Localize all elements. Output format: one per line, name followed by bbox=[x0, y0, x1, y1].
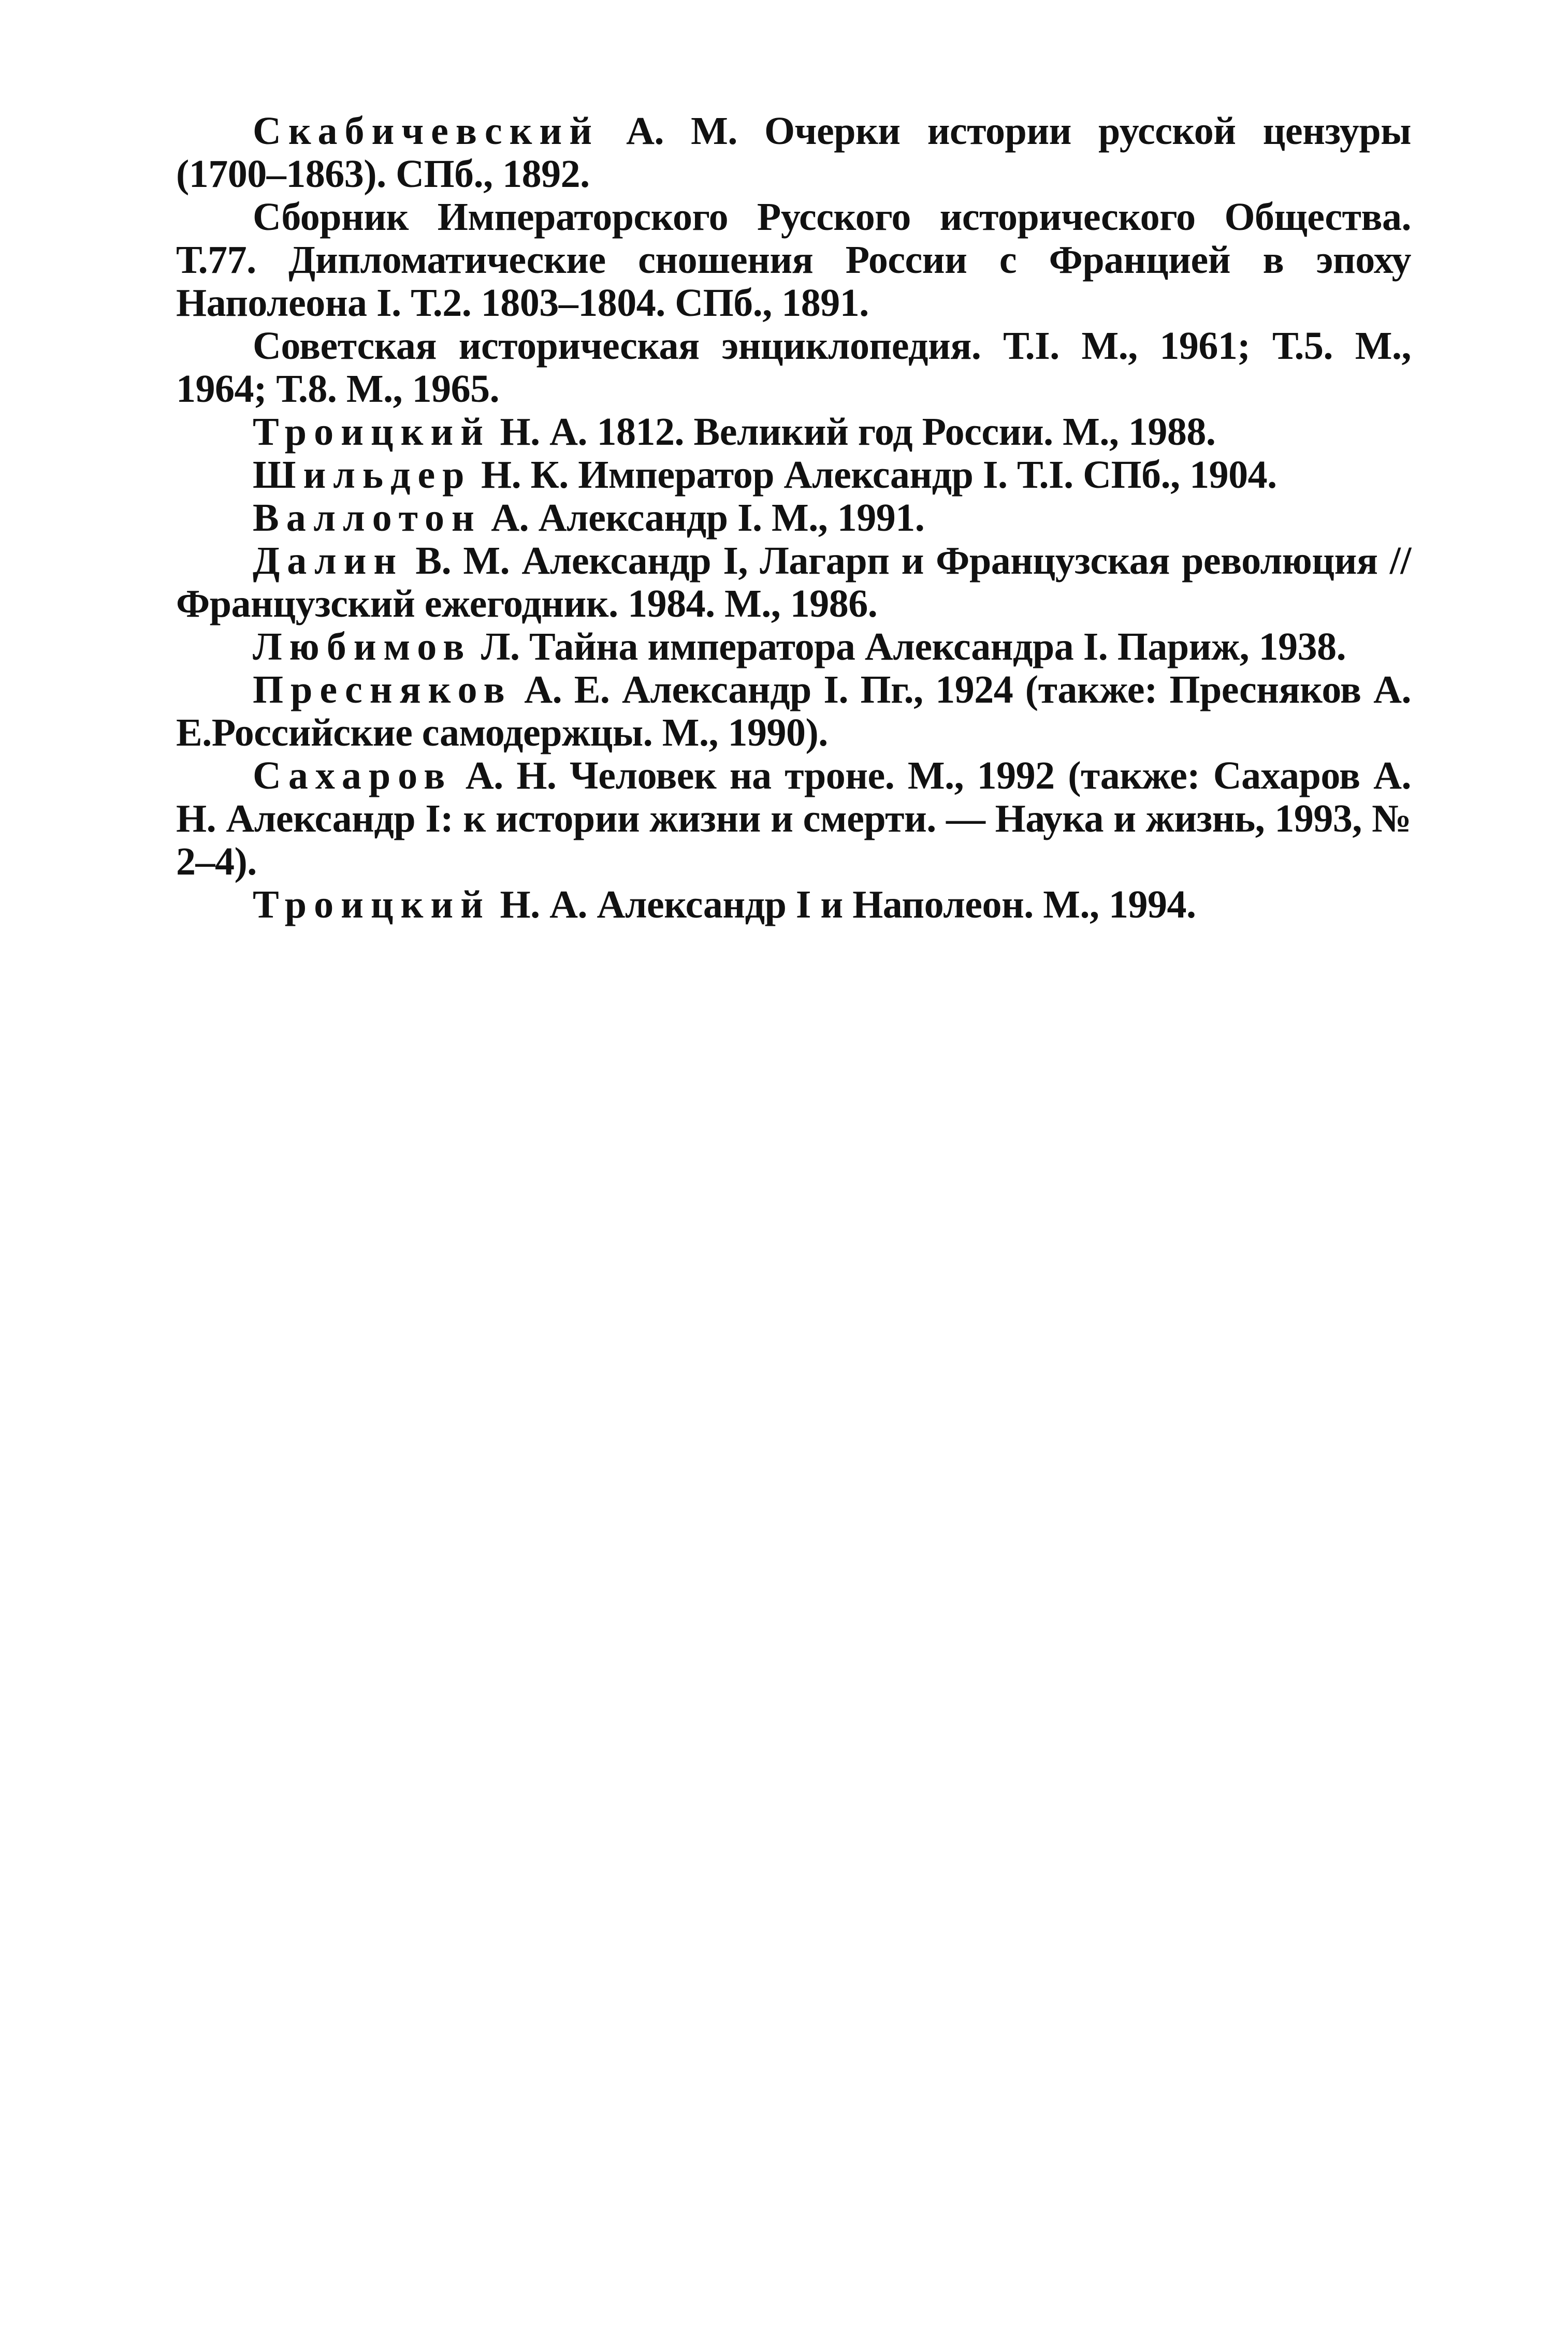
reference-item bbox=[176, 754, 1411, 883]
reference-author: Скабичевский bbox=[253, 109, 599, 153]
reference-item bbox=[176, 196, 1411, 325]
reference-text: А. Александр I. М., 1991. bbox=[481, 496, 925, 540]
reference-author: Далин bbox=[253, 539, 404, 583]
reference-item bbox=[176, 454, 1411, 497]
reference-item bbox=[176, 540, 1411, 625]
reference-author: Валлотон bbox=[253, 496, 482, 540]
bibliography-list bbox=[176, 110, 1411, 926]
reference-text: В. М. Александр I, Лагарп и Французская революция // Французский ежегодник. 1984. М., 1986. bbox=[176, 539, 1411, 625]
reference-text: Н. А. 1812. Великий год России. М., 1988. bbox=[490, 410, 1216, 454]
reference-text: Л. Тайна императора Александра I. Париж, 1938. bbox=[471, 625, 1346, 668]
reference-author: Троицкий bbox=[253, 883, 491, 926]
reference-text: Сборник Императорского Русского исторического Общества. Т.77. Дипломатические сношения России с Францией в эпоху Наполеона I. Т.2. 1803–1804. СПб., 1891. bbox=[176, 195, 1411, 325]
reference-item bbox=[176, 497, 1411, 540]
reference-item bbox=[176, 110, 1411, 196]
reference-author: Любимов bbox=[253, 625, 472, 668]
reference-item bbox=[176, 883, 1411, 926]
reference-author: Пресняков bbox=[253, 668, 512, 711]
reference-text: Советская историческая энциклопедия. Т.I. М., 1961; Т.5. М., 1964; Т.8. М., 1965. bbox=[176, 324, 1411, 411]
reference-text: А. М. Очерки истории русской цензуры (1700–1863). СПб., 1892. bbox=[176, 109, 1411, 196]
reference-text: Н. А. Александр I и Наполеон. М., 1994. bbox=[490, 883, 1196, 926]
reference-text: А. Е. Александр I. Пг., 1924 (также: Пресняков А. Е.Российские самодержцы. М., 1990). bbox=[176, 668, 1411, 754]
reference-author: Троицкий bbox=[253, 410, 491, 454]
reference-item bbox=[176, 625, 1411, 668]
reference-item bbox=[176, 411, 1411, 454]
reference-text: Н. К. Император Александр I. Т.I. СПб., 1904. bbox=[471, 453, 1277, 497]
reference-item bbox=[176, 668, 1411, 754]
reference-text: А. Н. Человек на троне. М., 1992 (также: Сахаров А. Н. Александр I: к истории жизни и смерти. — Наука и жизнь, 1993, № 2–4). bbox=[176, 754, 1411, 883]
reference-author: Сахаров bbox=[253, 754, 453, 797]
reference-item bbox=[176, 325, 1411, 411]
reference-author: Шильдер bbox=[253, 453, 472, 497]
